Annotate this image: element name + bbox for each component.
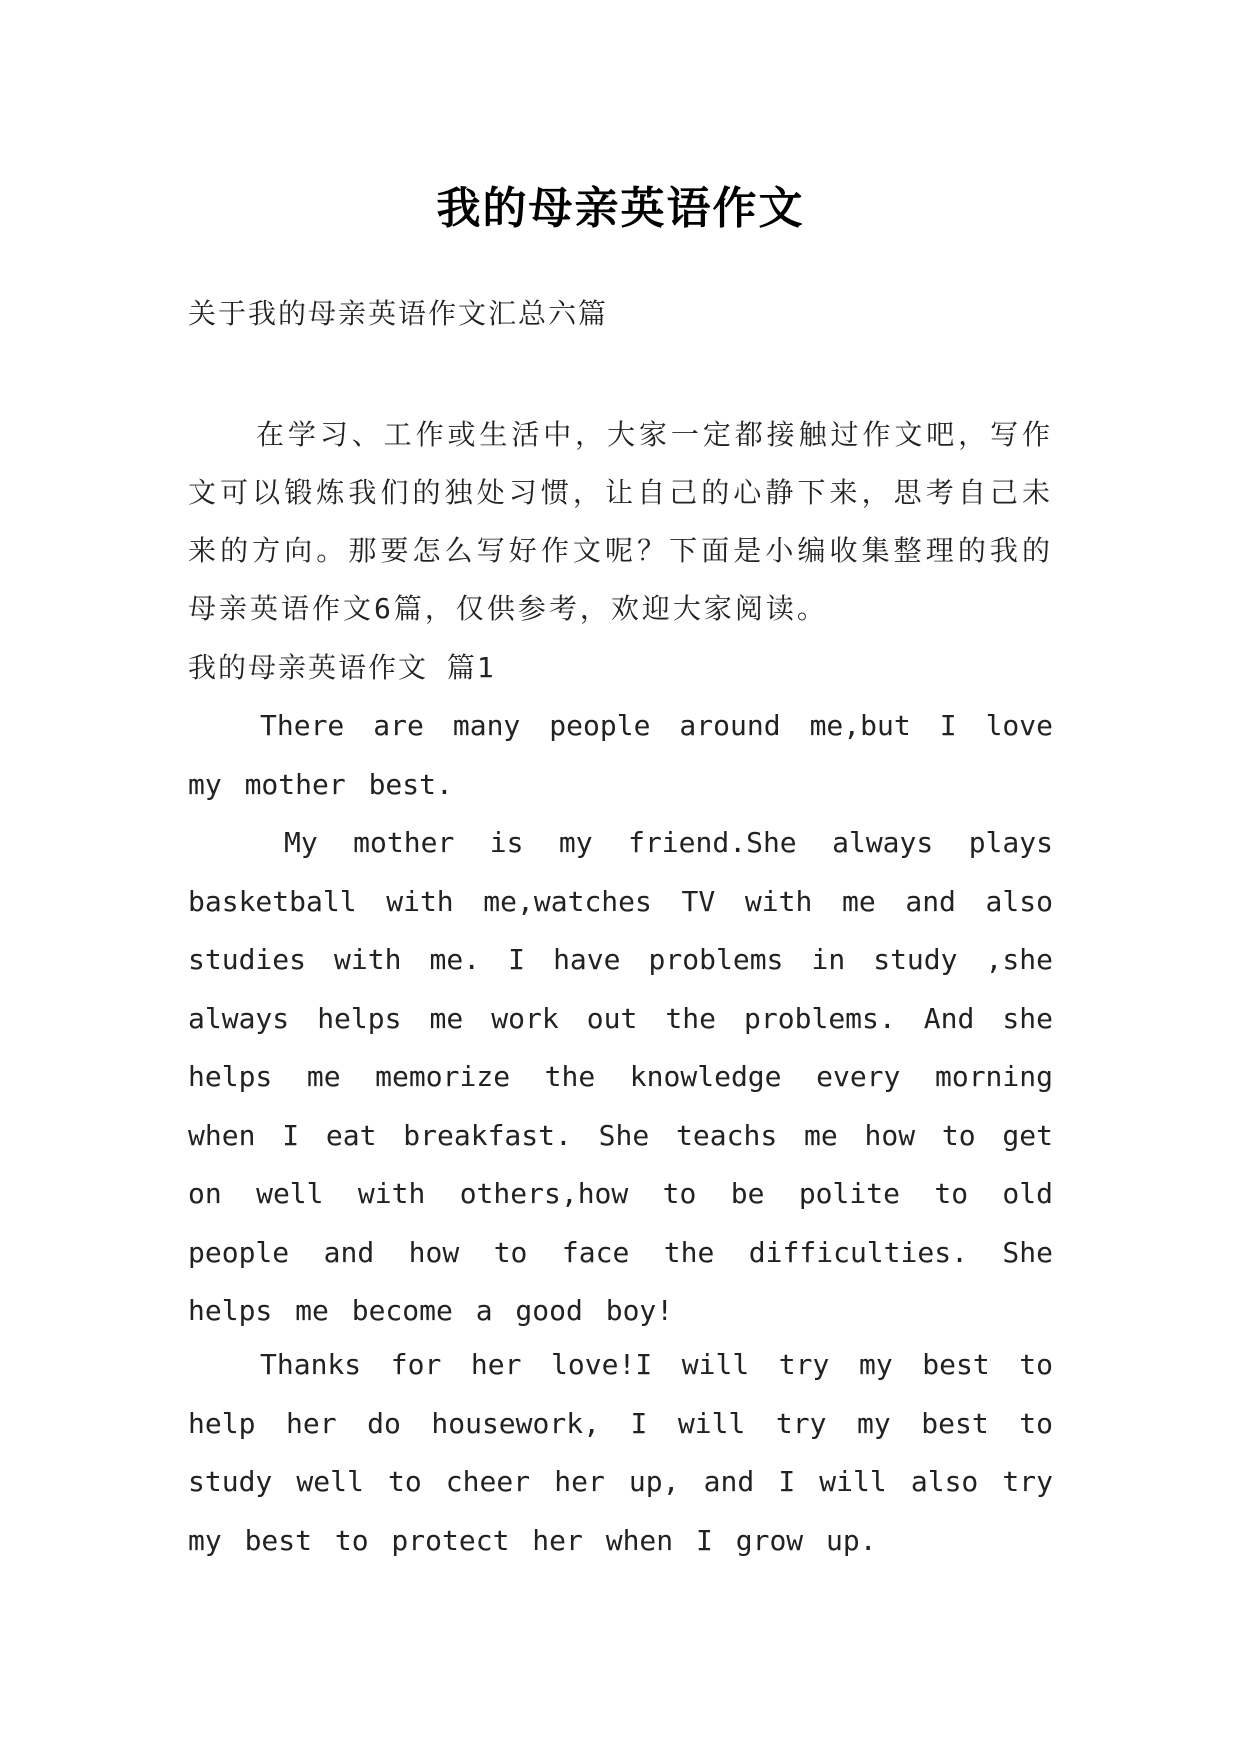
section-heading: 我的母亲英语作文 篇1: [188, 651, 496, 684]
document-subtitle: 关于我的母亲英语作文汇总六篇: [188, 297, 609, 330]
document-title: 我的母亲英语作文: [436, 183, 805, 235]
essay-paragraph-2: My mother is my friend.She always plays basketball with me,watches TV with me and also studies with me. I have problems in study ,she always helps me work out the problems. And she helps me memorize the knowledge every morning when I eat breakfast. She teachs me how to get on well with others,how to be polite to old people and how to face the difficulties. She helps me become a good boy!: [188, 826, 1053, 1327]
essay-paragraph-3: Thanks for her love!I will try my best to help her do housework, I will try my best to study well to cheer her up, and I will also try my best to protect her when I grow up.: [188, 1348, 1053, 1557]
essay-paragraph-1: There are many people around me,but I love my mother best.: [188, 709, 1053, 801]
intro-paragraph: 在学习、工作或生活中，大家一定都接触过作文吧，写作文可以锻炼我们的独处习惯，让自己的心静下来，思考自己未来的方向。那要怎么写好作文呢？下面是小编收集整理的我的母亲英语作文6篇，仅供参考，欢迎大家阅读。: [188, 418, 1053, 625]
